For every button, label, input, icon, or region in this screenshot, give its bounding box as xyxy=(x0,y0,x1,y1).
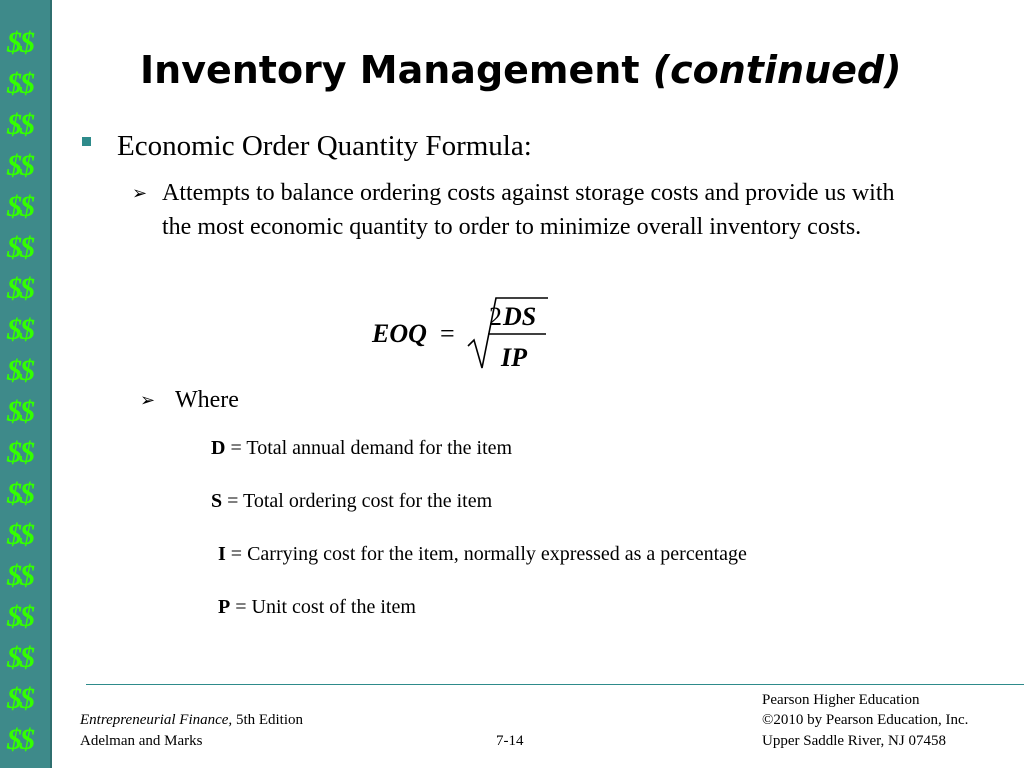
eoq-formula xyxy=(370,296,570,376)
definition-text: = Unit cost of the item xyxy=(230,596,416,618)
definition-text: = Carrying cost for the item, normally expressed as a percentage xyxy=(225,543,747,565)
dollar-sign-decoration: $$ xyxy=(7,67,33,100)
arrow-bullet-icon: ➢ xyxy=(132,183,148,203)
dollar-sign-decoration: $$ xyxy=(7,395,33,428)
dollar-sign-decoration: $$ xyxy=(7,108,33,141)
dollar-sign-decoration: $$ xyxy=(7,682,33,715)
slide-title-suffix: (continued) xyxy=(652,48,902,92)
dollar-sign-decoration: $$ xyxy=(7,26,33,59)
footer-book-title xyxy=(80,710,303,730)
footer-divider xyxy=(86,684,1024,685)
dollar-sign-decoration: $$ xyxy=(7,518,33,551)
bullet-eoq-formula: Economic Order Quantity Formula: xyxy=(117,130,532,162)
footer-copyright-line: ©2010 by Pearson Education, Inc. xyxy=(762,712,969,728)
definition-d xyxy=(211,435,512,461)
definition-i xyxy=(218,541,747,567)
where-label: Where xyxy=(175,387,239,413)
dollar-sign-decoration: $$ xyxy=(7,354,33,387)
arrow-bullet-icon: ➢ xyxy=(140,390,156,410)
formula-denominator: IP xyxy=(501,343,527,372)
definition-variable: I xyxy=(218,543,226,565)
dollar-sign-decoration: $$ xyxy=(7,723,33,756)
definition-variable: P xyxy=(218,596,231,618)
formula-numerator-coefficient: 2 xyxy=(489,302,502,331)
dollar-sign-decoration: $$ xyxy=(7,313,33,346)
dollar-sign-decoration: $$ xyxy=(7,272,33,305)
dollar-sidebar xyxy=(0,0,52,768)
dollar-sign-decoration: $$ xyxy=(7,559,33,592)
dollar-sign-decoration: $$ xyxy=(7,641,33,674)
square-bullet-icon xyxy=(82,137,91,146)
dollar-sign-decoration: $$ xyxy=(7,190,33,223)
dollar-sign-decoration: $$ xyxy=(7,477,33,510)
formula-numerator-variables: DS xyxy=(503,302,537,331)
definition-s xyxy=(211,488,492,514)
dollar-sign-decoration: $$ xyxy=(7,600,33,633)
footer-authors: Adelman and Marks xyxy=(80,733,203,749)
definition-variable: D xyxy=(211,437,226,459)
definition-text: = Total annual demand for the item xyxy=(225,437,513,459)
footer-publisher-line: Pearson Higher Education xyxy=(762,692,920,708)
footer-edition: 5th Edition xyxy=(232,712,304,728)
sub-bullet-description: Attempts to balance ordering costs against storage costs and provide us with the most economic quantity to order to minimize overall inventory costs. xyxy=(162,180,895,240)
formula-lhs: EOQ xyxy=(372,319,427,348)
slide-title-main: Inventory Management xyxy=(140,48,640,92)
footer-address-line: Upper Saddle River, NJ 07458 xyxy=(762,733,946,749)
definition-p xyxy=(218,594,416,620)
definition-variable: S xyxy=(211,490,223,512)
definition-text: = Total ordering cost for the item xyxy=(222,490,493,512)
dollar-sign-decoration: $$ xyxy=(7,149,33,182)
footer-page-number: 7-14 xyxy=(496,733,524,749)
dollar-sign-decoration: $$ xyxy=(7,436,33,469)
formula-equals: = xyxy=(440,319,455,348)
slide-title xyxy=(140,46,901,94)
dollar-sign-decoration: $$ xyxy=(7,231,33,264)
footer-book-name: Entrepreneurial Finance, xyxy=(80,712,233,728)
